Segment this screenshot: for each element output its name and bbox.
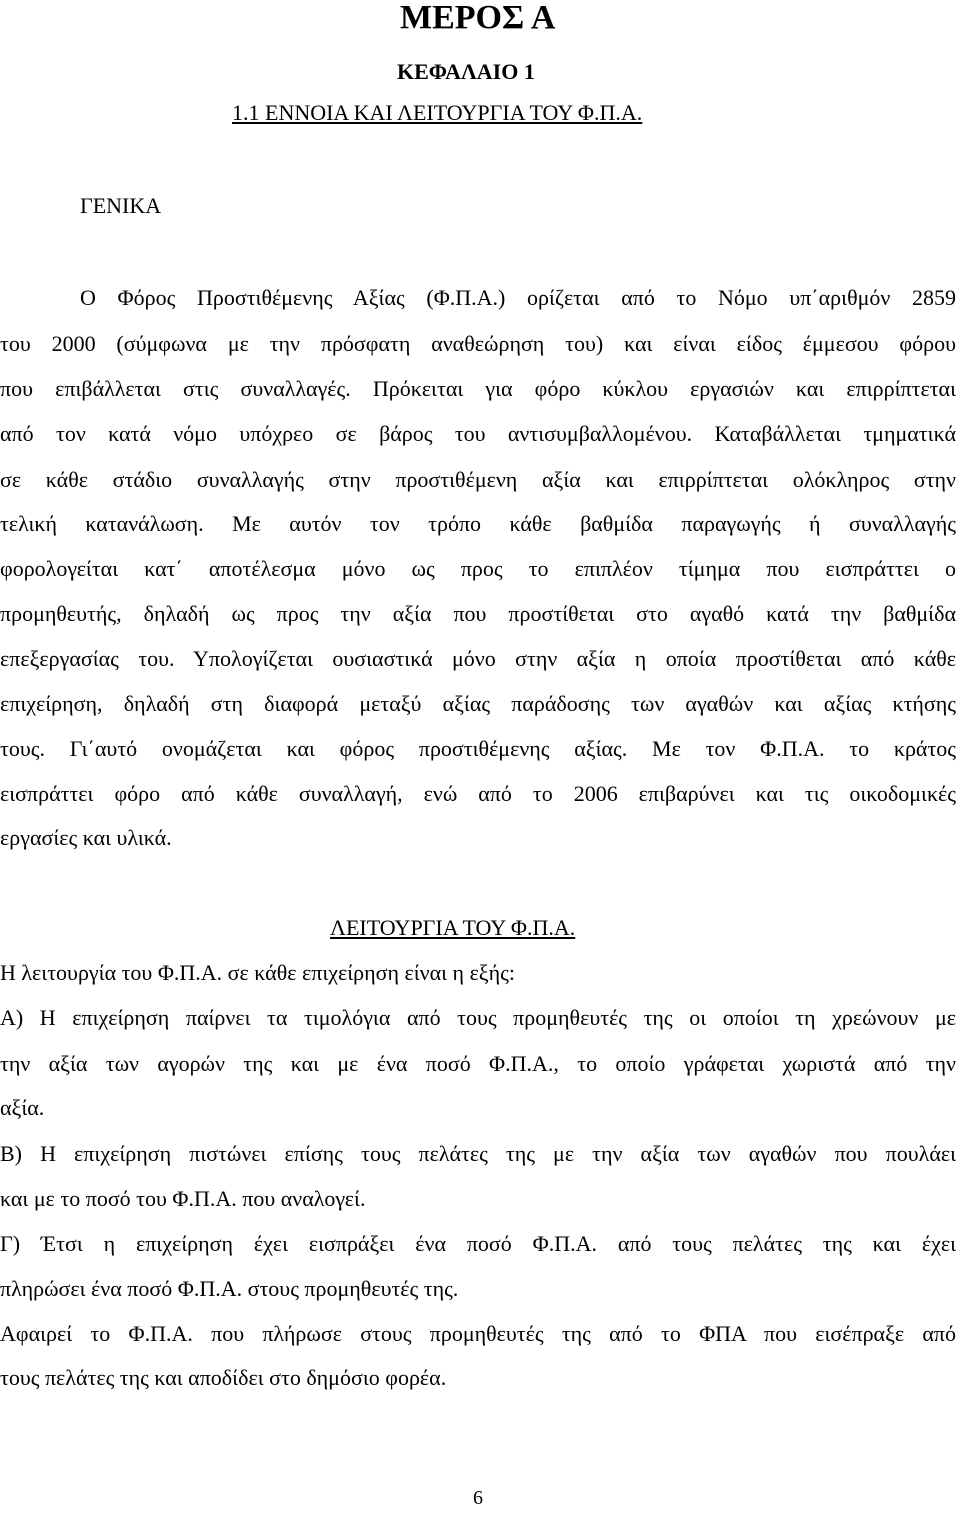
paragraph-line: επιχείρηση, δηλαδή στη διαφορά μεταξύ αξίας παράδοσης των αγαθών και αξίας κτήσης (0, 691, 956, 716)
item-line: πληρώσει ένα ποσό Φ.Π.Α. στους προμηθευτές της. (0, 1276, 459, 1301)
paragraph-line: επεξεργασίας του. Υπολογίζεται ουσιαστικά μόνο στην αξία η οποία προστίθεται από κάθε (0, 646, 956, 671)
paragraph-line: εισπράττει φόρο από κάθε συναλλαγή, ενώ από το 2006 επιβαρύνει και τις οικοδομικές (0, 781, 956, 806)
item-line: Β) Η επιχείρηση πιστώνει επίσης τους πελάτες της με την αξία των αγαθών που πουλάει (0, 1141, 956, 1166)
item-line: την αξία των αγορών της και με ένα ποσό Φ.Π.Α., το οποίο γράφεται χωριστά από την (0, 1051, 956, 1076)
item-line: Αφαιρεί το Φ.Π.Α. που πλήρωσε στους προμηθευτές της από το ΦΠΑ που εισέπραξε από (0, 1321, 956, 1346)
paragraph-line: από τον κατά νόμο υπόχρεο σε βάρος του αντισυμβαλλομένου. Καταβάλλεται τμηματικά (0, 421, 956, 446)
paragraph-line: προμηθευτής, δηλαδή ως προς την αξία που προστίθεται στο αγαθό κατά την βαθμίδα (0, 601, 956, 626)
paragraph-line: φορολογείται κατ΄ αποτέλεσμα μόνο ως προς το επιπλέον τίμημα που εισπράττει ο (0, 556, 956, 581)
paragraph-line: εργασίες και υλικά. (0, 825, 172, 850)
general-heading: ΓΕΝΙΚΑ (80, 193, 162, 218)
section-title: 1.1 ΕΝΝΟΙΑ ΚΑΙ ΛΕΙΤΟΥΡΓΙΑ ΤΟΥ Φ.Π.Α. (232, 100, 643, 125)
function-intro: Η λειτουργία του Φ.Π.Α. σε κάθε επιχείρηση είναι η εξής: (0, 960, 515, 985)
paragraph-line: του 2000 (σύμφωνα με την πρόσφατη αναθεώρηση του) και είναι είδος έμμεσου φόρου (0, 331, 956, 356)
chapter-title: ΚΕΦΑΛΑΙΟ 1 (397, 59, 535, 84)
paragraph-line: σε κάθε στάδιο συναλλαγής στην προστιθέμενη αξία και επιρρίπτεται ολόκληρος στην (0, 467, 956, 492)
paragraph-line: που επιβάλλεται στις συναλλαγές. Πρόκειται για φόρο κύκλου εργασιών και επιρρίπτεται (0, 376, 956, 401)
part-title: ΜΕΡΟΣ Α (400, 0, 556, 36)
paragraph-line: τελική κατανάλωση. Με αυτόν τον τρόπο κάθε βαθμίδα παραγωγής ή συναλλαγής (0, 511, 956, 536)
item-line: τους πελάτες της και αποδίδει στο δημόσιο φορέα. (0, 1365, 447, 1390)
page-number: 6 (473, 1487, 483, 1509)
item-line: αξία. (0, 1095, 45, 1120)
item-line: Α) Η επιχείρηση παίρνει τα τιμολόγια από τους προμηθευτές της οι οποίοι τη χρεώνουν με (0, 1005, 956, 1030)
paragraph-line: τους. Γι΄αυτό ονομάζεται και φόρος προστιθέμενης αξίας. Με τον Φ.Π.Α. το κράτος (0, 736, 956, 761)
item-line: και με το ποσό του Φ.Π.Α. που αναλογεί. (0, 1186, 366, 1211)
function-heading: ΛΕΙΤΟΥΡΓΙΑ ΤΟΥ Φ.Π.Α. (330, 915, 576, 940)
item-line: Γ) Έτσι η επιχείρηση έχει εισπράξει ένα ποσό Φ.Π.Α. από τους πελάτες της και έχει (0, 1231, 956, 1256)
paragraph-line: Ο Φόρος Προστιθέμενης Αξίας (Φ.Π.Α.) ορίζεται από το Νόμο υπ΄αριθμόν 2859 (80, 285, 956, 310)
